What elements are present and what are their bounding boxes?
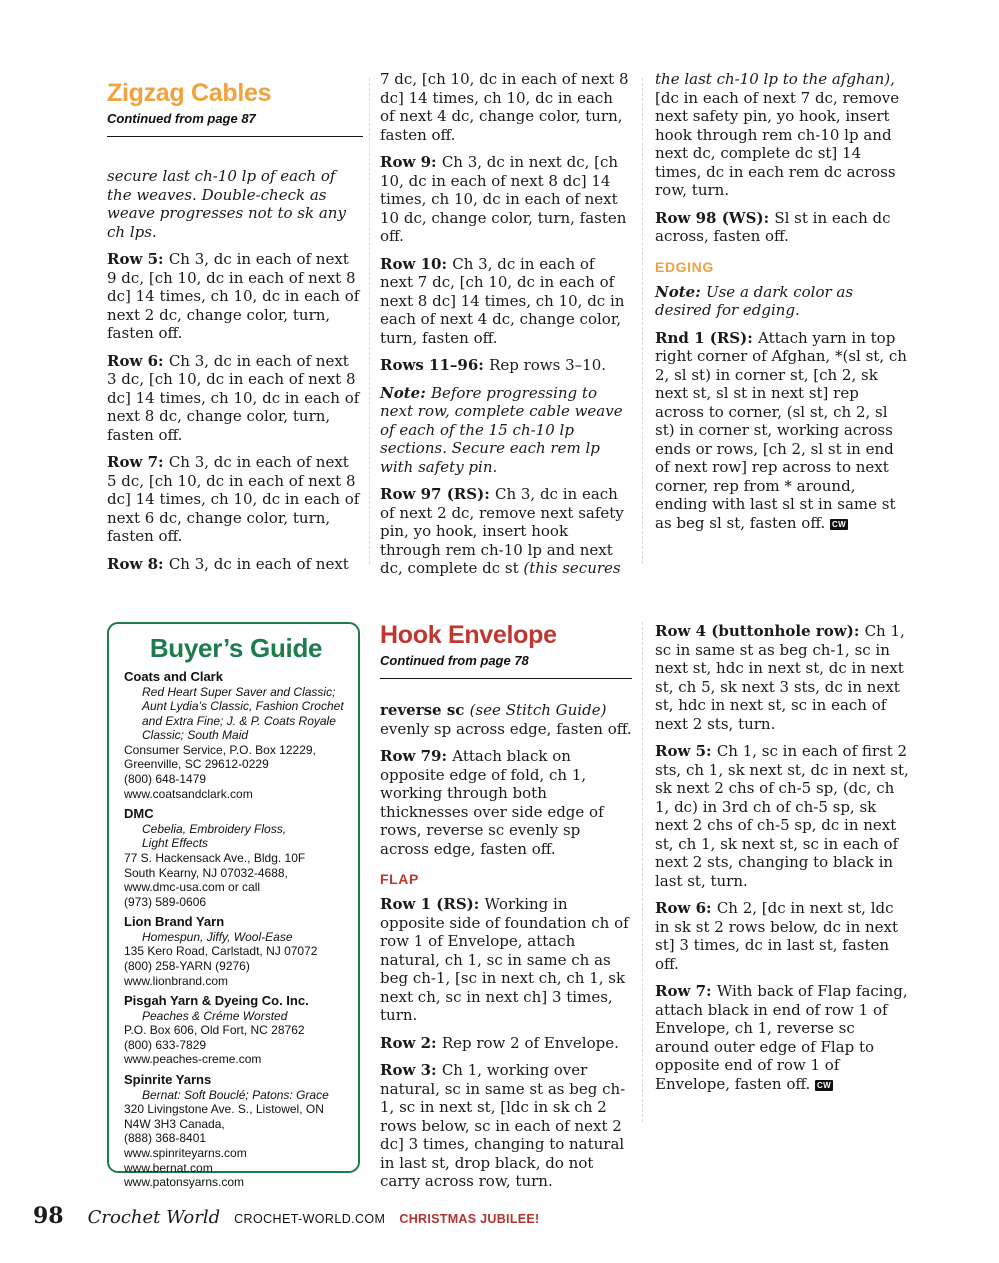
pattern-paragraph	[380, 70, 632, 144]
pattern-paragraph	[380, 356, 632, 375]
text-segment: [dc in each of next 7 dc, remove next safety pin, yo hook, insert hook through rem ch-10 lp and next dc, complete dc st] 14 times, dc in each rem dc across row, turn.	[655, 88, 900, 199]
text-segment: Row 7:	[655, 982, 717, 1000]
pattern-paragraph	[380, 153, 632, 246]
text-segment: Row 97 (RS):	[380, 485, 495, 503]
text-segment: Row 6:	[107, 351, 169, 370]
text-segment: Ch 3, dc in each of next 7 dc, [ch 10, dc in each of next 8 dc] 14 times, ch 10, dc in each of next 4 dc, change color, turn, fasten off.	[380, 254, 625, 347]
text-segment: the last ch-10 lp to the afghan),	[655, 70, 895, 88]
zigzag-column-1	[107, 80, 363, 582]
buyers-guide-line: Bernat: Soft Bouclé; Patons: Grace	[142, 1087, 329, 1102]
buyers-guide-line: 320 Livingstone Ave. S., Listowel, ON	[124, 1102, 324, 1117]
text-segment: Row 9:	[380, 153, 442, 171]
text-segment: Row 1 (RS):	[380, 895, 485, 913]
magazine-website: CROCHET-WORLD.COM	[234, 1212, 386, 1226]
zigzag-column-3	[655, 70, 909, 541]
page-footer	[33, 1203, 540, 1229]
pattern-paragraph	[107, 453, 363, 546]
buyers-guide-box	[107, 622, 360, 1190]
pattern-paragraph	[380, 255, 632, 348]
buyers-guide-line: DMC	[124, 806, 154, 822]
buyers-guide-line: Greenville, SC 29612-0229	[124, 757, 269, 772]
cw-end-mark: CW	[832, 519, 846, 529]
pattern-paragraph	[380, 1061, 632, 1191]
issue-name: CHRISTMAS JUBILEE!	[399, 1212, 540, 1226]
buyers-guide-line: www.bernat.com	[124, 1160, 213, 1175]
pattern-paragraph	[380, 747, 632, 858]
buyers-guide-line: www.coatsandclark.com	[124, 786, 253, 801]
text-segment: Row 8:	[107, 554, 169, 573]
buyers-guide-line: Pisgah Yarn & Dyeing Co. Inc.	[124, 993, 309, 1009]
buyers-guide-line: (888) 368-8401	[124, 1131, 207, 1146]
column-separator	[642, 622, 643, 1122]
buyers-guide-line: Lion Brand Yarn	[124, 914, 225, 930]
pattern-paragraph	[380, 701, 632, 738]
cw-end-mark: CW	[817, 1080, 831, 1090]
text-segment: Rnd 1 (RS):	[655, 328, 758, 347]
column-separator	[642, 78, 643, 564]
buyers-guide-line: and Extra Fine; J. & P. Coats Royale	[142, 713, 336, 728]
buyers-guide-line: Aunt Lydia’s Classic, Fashion Crochet	[142, 699, 344, 714]
buyers-guide-line: Cebelia, Embroidery Floss,	[142, 821, 287, 836]
buyers-guide-line: (800) 648-1479	[124, 772, 207, 787]
buyers-guide-line: Classic; South Maid	[142, 728, 249, 743]
column-separator	[369, 78, 370, 564]
text-segment: Ch 3, dc in each of next	[168, 554, 349, 573]
pattern-paragraph	[655, 982, 909, 1093]
pattern-paragraph	[655, 329, 909, 533]
buyers-guide-line: Consumer Service, P.O. Box 12229,	[124, 742, 316, 757]
buyers-guide-line: Homespun, Jiffy, Wool-Ease	[142, 929, 293, 944]
text-segment: Before progressing to next row, complete cable weave of each of the 15 ch-10 lp sections. Secure each rem lp with safety pin.	[380, 383, 623, 476]
pattern-paragraph	[655, 70, 909, 200]
text-segment: Row 4 (buttonhole row):	[655, 622, 865, 640]
text-segment: Note:	[655, 282, 706, 301]
buyers-guide-line: Light Effects	[142, 836, 209, 851]
text-segment: Ch 3, dc in each of next 9 dc, [ch 10, dc in each of next 8 dc] 14 times, ch 10, dc in each of next 2 dc, change color, turn, fasten off.	[107, 250, 360, 342]
page-number: 98	[33, 1203, 64, 1229]
pattern-paragraph	[655, 742, 909, 890]
pattern-paragraph	[107, 167, 363, 241]
buyers-guide-line: N4W 3H3 Canada,	[124, 1116, 225, 1131]
text-segment: (see Stitch Guide)	[469, 701, 607, 719]
pattern-paragraph	[107, 250, 363, 343]
buyers-guide-line: www.dmc-usa.com or call	[124, 880, 261, 895]
pattern-paragraph	[380, 485, 632, 578]
pattern-paragraph	[107, 352, 363, 445]
text-segment: With back of Flap facing, attach black in end of row 1 of Envelope, ch 1, reverse sc around outer edge of Flap to opposite end of row 1 of Envelope, fasten off.	[655, 982, 908, 1093]
text-segment: Row 10:	[380, 254, 453, 273]
buyers-guide-line: www.patonsyarns.com	[124, 1175, 245, 1190]
text-segment: (this secures	[523, 559, 621, 577]
text-segment: secure last ch-10 lp of each of the weaves. Double-check as weave progresses not to sk any ch lps.	[107, 167, 346, 241]
hook-envelope-column-2	[380, 622, 632, 1200]
buyers-guide-line: 135 Kero Road, Carlstadt, NJ 07072	[124, 944, 318, 959]
text-segment: Sl st in each dc across, fasten off.	[655, 208, 891, 245]
buyers-guide-line: (800) 258-YARN (9276)	[124, 959, 250, 973]
zigzag-continued-line: Continued from page 87	[107, 111, 256, 126]
text-segment: Ch 1, sc in each of first 2 sts, ch 1, sk next st, dc in next st, sk next 2 chs of ch-5 sp, (dc, ch 1, dc) in 3rd ch of ch-5 sp, sk next 2 chs of ch-5 sp, dc in next st, ch 1, sk next st, sc in each of next 2 sts, changing to black in last st, turn.	[655, 742, 909, 890]
buyers-guide-title: Buyer’s Guide	[149, 633, 323, 663]
buyers-guide-entry	[124, 806, 348, 909]
text-segment: Working in opposite side of foundation ch of row 1 of Envelope, attach natural, ch 1, sc in same ch as beg ch-1, [sc in next ch, ch 1, sk next ch, sc in next ch] 3 times, turn.	[380, 895, 629, 1024]
buyers-guide-line: (800) 633-7829	[124, 1037, 207, 1052]
text-segment: 7 dc, [ch 10, dc in each of next 8 dc] 14 times, ch 10, dc in each of next 4 dc, change color, turn, fasten off.	[380, 70, 629, 144]
text-segment: Ch 3, dc in each of next 3 dc, [ch 10, dc in each of next 8 dc] 14 times, ch 10, dc in each of next 8 dc, change color, turn, fasten off.	[107, 351, 360, 444]
text-segment: Row 79:	[380, 747, 453, 765]
text-segment: evenly sp across edge, fasten off.	[380, 719, 632, 738]
text-segment: Row 3:	[380, 1061, 442, 1079]
text-segment: Ch 1, working over natural, sc in same st as beg ch-1, sc in next st, [ldc in sk ch 2 rows below, sc in each of next 2 dc] 3 times, changing to natural in last st, drop black, do not carry across row, turn.	[380, 1061, 626, 1190]
hook-envelope-column-3	[655, 622, 909, 1102]
zigzag-column-2	[380, 70, 632, 587]
text-segment: Ch 3, dc in next dc, [ch 10, dc in each of next 8 dc] 14 times, ch 10, dc in each of next 10 dc, change color, turn, fasten off.	[380, 153, 627, 245]
buyers-guide-line: 77 S. Hackensack Ave., Bldg. 10F	[124, 850, 306, 865]
text-segment: Rep rows 3–10.	[489, 356, 607, 374]
pattern-paragraph	[655, 899, 909, 973]
text-segment: Rep row 2 of Envelope.	[441, 1033, 619, 1052]
edging-heading: EDGING	[655, 258, 714, 275]
buyers-guide-line: www.peaches-creme.com	[124, 1052, 262, 1067]
buyers-guide-line: Coats and Clark	[124, 669, 223, 684]
buyers-guide-line: Spinrite Yarns	[124, 1072, 212, 1088]
text-segment: Row 5:	[107, 250, 169, 268]
buyers-guide-line: P.O. Box 606, Old Fort, NC 28762	[124, 1023, 305, 1038]
buyers-guide-entry	[124, 669, 348, 801]
pattern-paragraph	[380, 384, 632, 477]
pattern-paragraph	[655, 209, 909, 246]
buyers-guide-line: (973) 589-0606	[124, 894, 207, 909]
text-segment: Attach black on opposite edge of fold, ch 1, working through both thicknesses over side edge of rows, reverse sc evenly sp across edge, fasten off.	[380, 747, 604, 858]
pattern-paragraph	[380, 1034, 632, 1053]
text-segment: Row 7:	[107, 453, 169, 471]
buyers-guide-entry	[124, 993, 348, 1067]
pattern-paragraph	[655, 283, 909, 320]
text-segment: Ch 2, [dc in next st, ldc in sk st 2 rows below, dc in next st] 3 times, dc in last st, fasten off.	[655, 899, 899, 973]
buyers-guide-line: Peaches & Créme Worsted	[142, 1008, 288, 1023]
buyers-guide-entry	[124, 1072, 348, 1190]
pattern-paragraph	[655, 622, 909, 733]
text-segment: Use a dark color as desired for edging.	[655, 282, 854, 319]
text-segment: Rows 11–96:	[380, 356, 490, 374]
buyers-guide-line: South Kearny, NJ 07032-4688,	[124, 865, 288, 880]
text-segment: Attach yarn in top right corner of Afghan, *(sl st, ch 2, sl st) in corner st, [ch 2, sk next st, sl st in next st] rep across to corner, (sl st, ch 2, sl st) in corner st, working across ends or rows, [ch 2, sl st in end of next row] rep across to next corner, rep from * around, ending with last sl st in same st as beg sl st, fasten off.	[655, 328, 907, 532]
hook-envelope-continued-line: Continued from page 78	[380, 653, 529, 668]
text-segment: Ch 3, dc in each of next 2 dc, remove next safety pin, yo hook, insert hook through rem ch-10 lp and next dc, complete dc st	[380, 485, 624, 577]
hook-envelope-title: Hook Envelope	[380, 621, 557, 649]
text-segment: Ch 3, dc in each of next 5 dc, [ch 10, dc in each of next 8 dc] 14 times, ch 10, dc in each of next 6 dc, change color, turn, fasten off.	[107, 453, 360, 545]
buyers-guide-line: www.spinriteyarns.com	[124, 1145, 247, 1160]
buyers-guide-line: Red Heart Super Saver and Classic;	[142, 684, 336, 699]
buyers-guide-entry	[124, 914, 348, 988]
flap-heading: FLAP	[380, 871, 419, 887]
text-segment: Ch 1, sc in same st as beg ch-1, sc in next st, hdc in next st, dc in next st, ch 5, sk next 3 sts, dc in next st, hdc in next st, sc in each of next 2 sts, turn.	[655, 622, 905, 733]
text-segment: Row 98 (WS):	[655, 208, 775, 227]
text-segment: Note:	[380, 383, 431, 402]
pattern-paragraph	[107, 555, 363, 574]
text-segment: Row 2:	[380, 1033, 442, 1052]
text-segment: Row 5:	[655, 742, 717, 760]
zigzag-article-title: Zigzag Cables	[107, 79, 272, 107]
magazine-name: Crochet World	[87, 1207, 221, 1228]
buyers-guide-line: www.lionbrand.com	[124, 973, 229, 988]
pattern-paragraph	[380, 895, 632, 1025]
text-segment: Row 6:	[655, 899, 717, 917]
text-segment: reverse sc	[380, 701, 470, 719]
